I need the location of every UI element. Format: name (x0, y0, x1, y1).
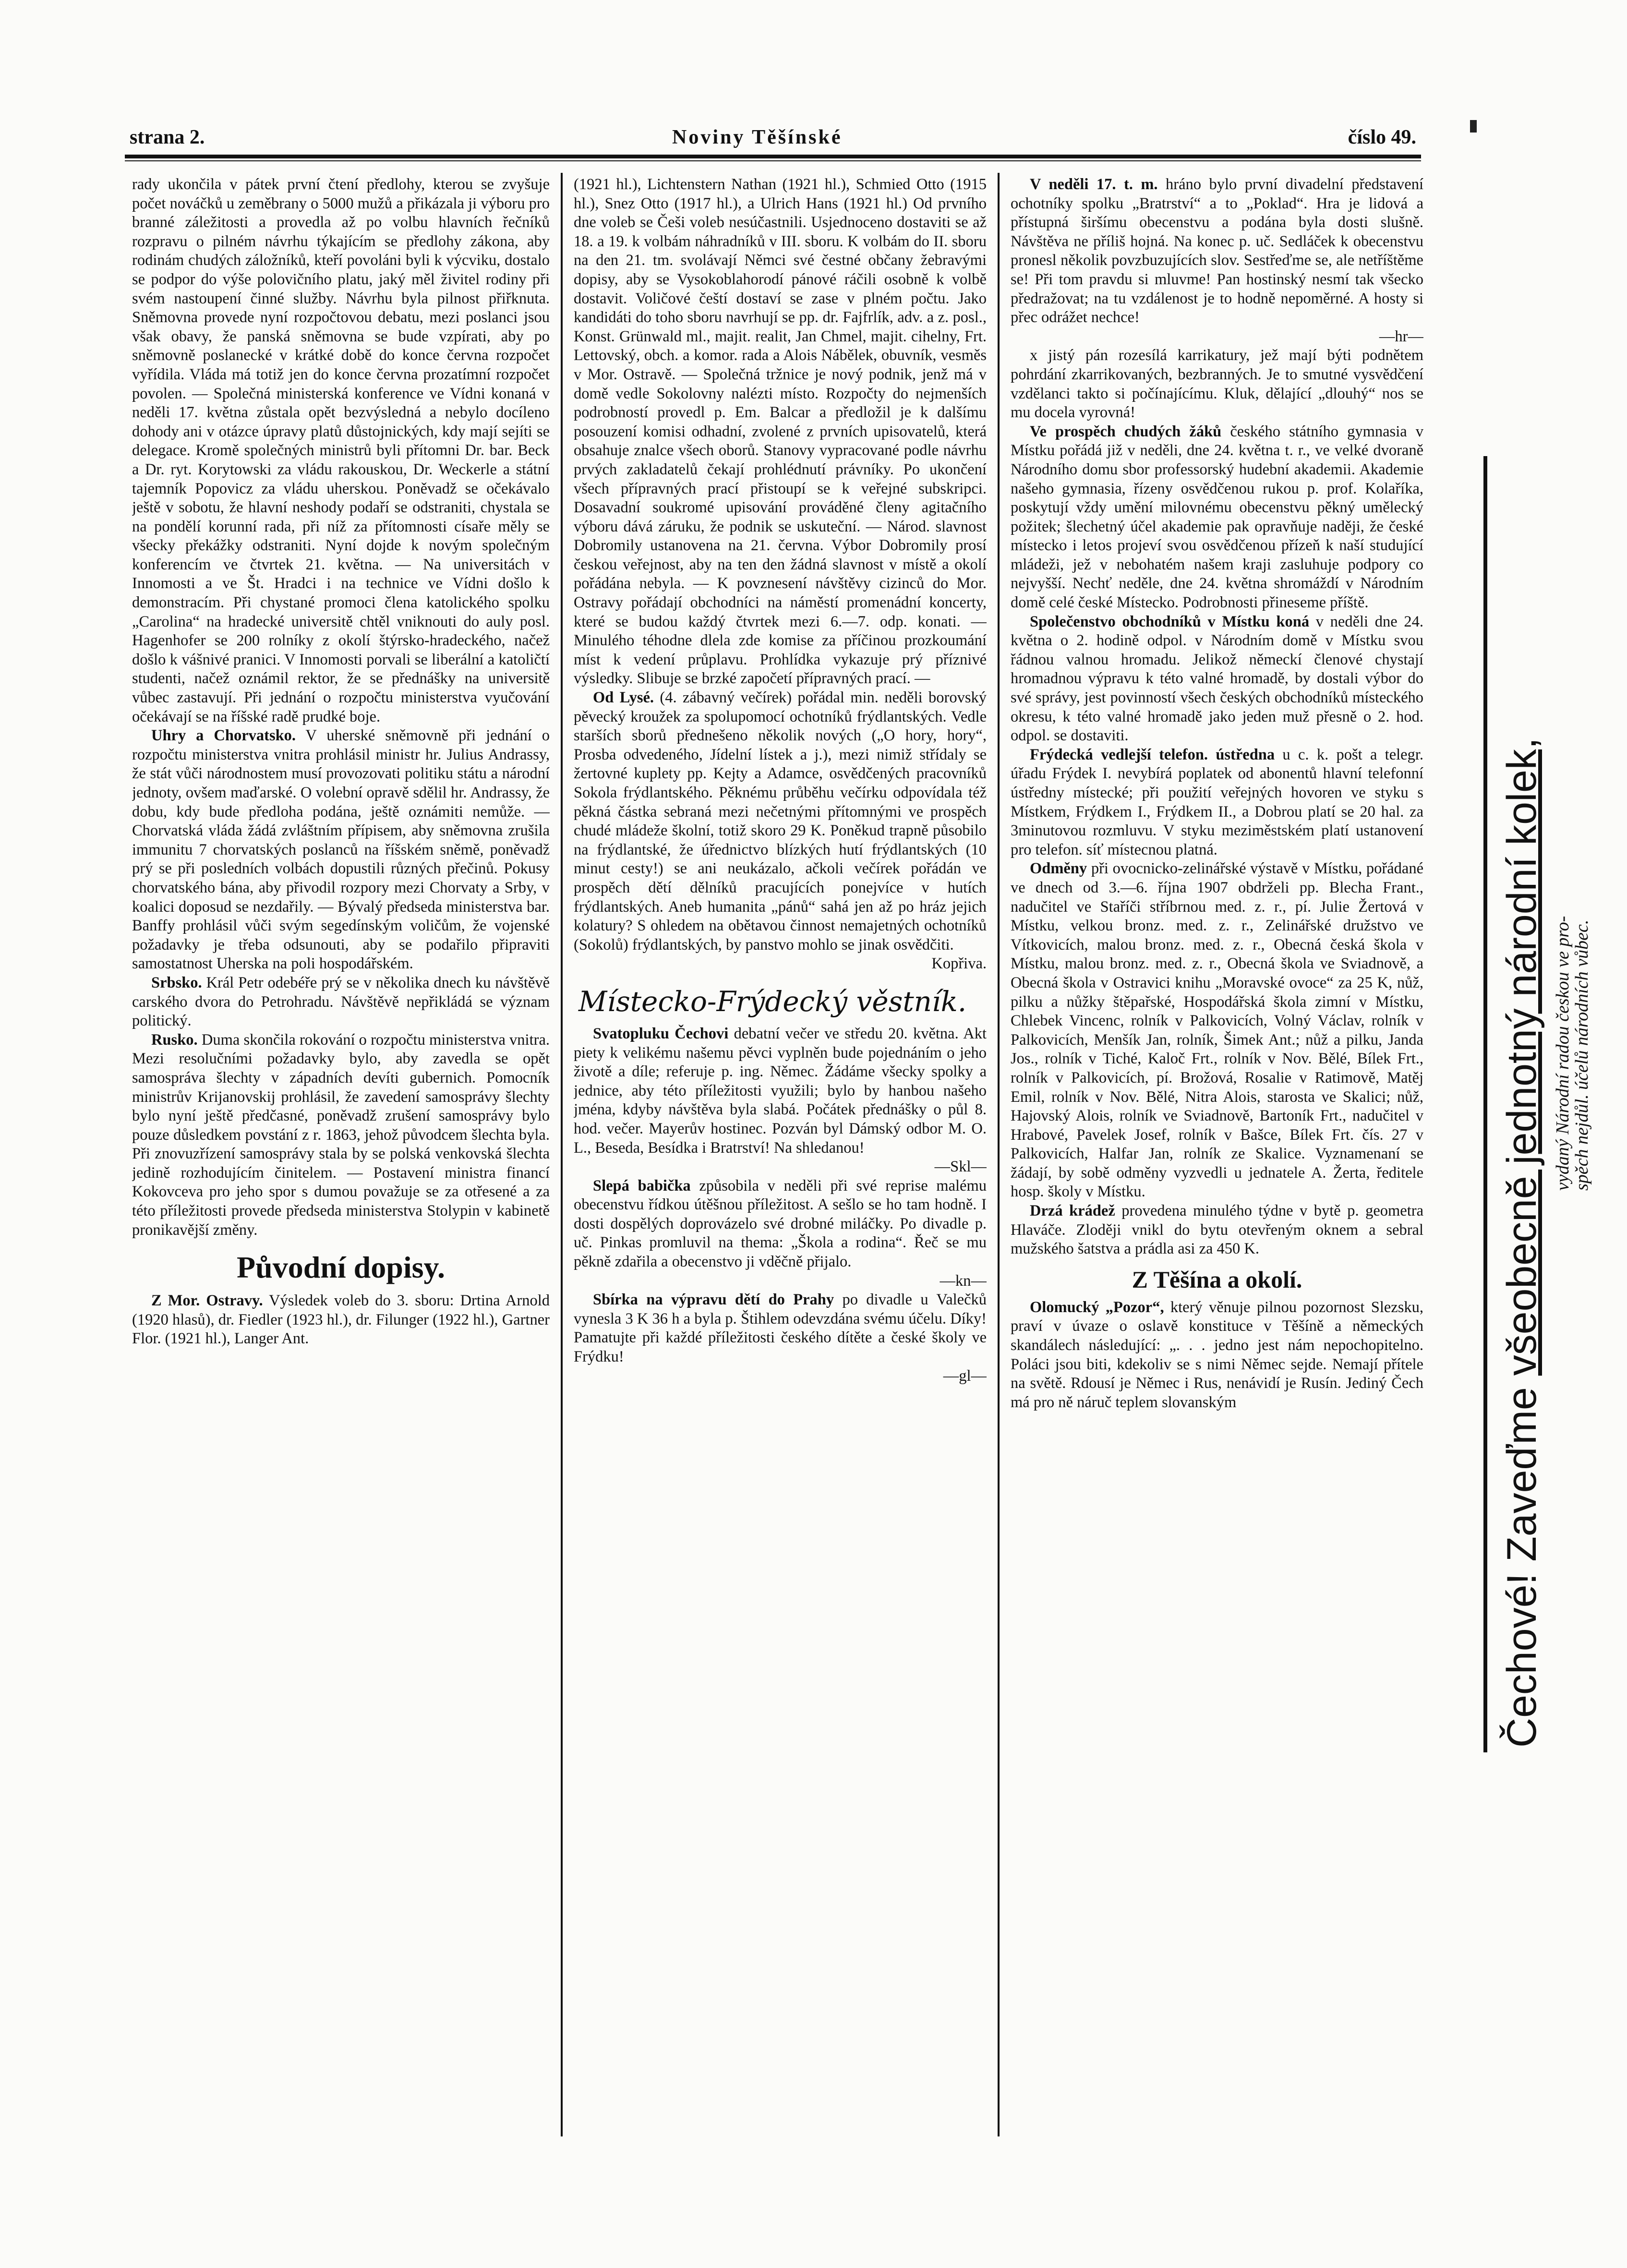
paragraph-lead: Slepá babička (593, 1177, 691, 1194)
article-paragraph (574, 688, 987, 954)
article-paragraph (1011, 859, 1423, 1202)
column-divider (561, 173, 563, 2136)
section-title: Původní dopisy. (237, 1250, 445, 1285)
page-number: strana 2. (130, 126, 205, 148)
article-paragraph (1011, 175, 1423, 327)
paragraph-lead: Odměny (1030, 860, 1087, 878)
paragraph-text: při ovocnicko-zelinářské výstavě v Místku, pořádané ve dnech od 3.—6. října 1907 obdrželi pp. Blecha Frant., nadučitel ve Staříči stříbrnou med. z. r., pí. Julie Žertová v Místku, velkou bronz. med. z. r., Zelinářské družstvo ve Vítkovicích, malou bronz. med. z. r., Obecná česká škola v Místku, malou bronz. med. z. r., Obecná škola ve Sviadnově, a Obecná škola v Ostravici knihu „Moravské ovoce“ za 25 K, nůž, pilku a nůžky štěpařské, Hospodářská škola zimní v Místku, Chlebek Vincenc, rolník v Palkovicích, Volný Václav, rolník v Palkovicích, Menšík Jan, rolník, Šimek Ant.; nůž a pilku, Janda Jos., rolník v Tiché, Kaloč Frt., rolník v Nov. Bělé, Bílek Frt., rolník v Palkovicích, pí. Brožová, Rosalie v Ratimově, Matěj Emil, rolník v Nov. Bělé, Nitra Alois, starosta ve Skalici; nůž, Hajovský Alois, rolník ve Sviadnově, Bartoník Frt., nadučitel v Hrabové, Pavelek Josef, rolník v Bašce, Bílek Frt. čís. 27 v Palkovicích, Halfar Jan, rolník ze Skalice. Vyznamenaní se žádají, by sobě odměny vyzvedli u jednatele A. Žerta, ředitele hosp. školy v Místku. (1011, 860, 1423, 1201)
paragraph-text: po divadle u Valečků vynesla 3 K 36 h a byla p. Štihlem odevzdána svému účelu. Díky! Pamatujte při každé příležitosti českého dítěte a české školy ve Frýdku! (574, 1291, 987, 1366)
paragraph-text: způsobila v neděli při své reprise malému obecenstvu řídkou útěšnou příležitost. A sešlo se ho tam hodně. I dosti dospělých doprovázelo své drobné miláčky. Po divadle p. uč. Pinkas promluvil na thema: „Škola a rodina“. Řeč se mu pěkně zdařila a obecenstvo ji vděčně přijalo. (574, 1177, 987, 1271)
paragraph-lead: Svatopluku Čechovi (593, 1025, 729, 1042)
paragraph-lead: V neděli 17. t. m. (1030, 176, 1158, 193)
paragraph-text: provedena minulého týdne v bytě p. geometra Hlaváče. Zloději vnikl do bytu otevřeným oknem a sebral mužského šatstva a prádla asi za 450 K. (1011, 1202, 1423, 1258)
paragraph-text: v neděli dne 24. května o 2. hodině odpol. v Národním domě v Místku svou řádnou valnou hromadu. Jelikož německí členové chystají hromadnou výpravu k této valné hromadě, by dostali výbor do své správy, jest povinností všech českých obchodníků místeckého okresu, k této valné hromadě jako jeden muž přesně o 2. hod. odpol. se dostaviti. (1011, 613, 1423, 745)
signature: —Skl— (934, 1158, 987, 1176)
header-rule-thin (125, 160, 1421, 161)
paragraph-text: debatní večer ve středu 20. května. Akt piety k velikému našemu pěvci vyplněn bude pojednáním o jeho životě a díle; referuje p. ing. Němec. Žádáme všecky spolky a jednice, aby této příležitosti využili; bylo by hanbou našeho jména, kdyby návštěva byla slabá. Počátek přednášky o půl 8. hod. večer. Mayerův hostinec. Pozván byl Dámský odbor M. O. L., Beseda, Besídka i Bratrství! Na shledanou! (574, 1025, 987, 1157)
advert-text: Čechové! Zaveďme (1499, 1375, 1545, 1748)
advert-subline: vydaný Národní radou českou ve pro- (1553, 916, 1573, 1191)
paragraph-text: u c. k. pošt a telegr. úřadu Frýdek I. nevybírá poplatek od abonentů hlavní telefonní ústředny místecké; při použití veřejných hovoren ve styku s Místkem, Frýdkem I., Frýdkem II., a Dobrou platí se 20 hal. za 3minutovou rozmluvu. V styku meziměstském platí ustanovení pro telefon. síť místecnou platná. (1011, 746, 1423, 858)
article-paragraph (132, 1291, 550, 1349)
paragraph-lead: Od Lysé. (593, 689, 654, 707)
article-paragraph (132, 974, 550, 1031)
paragraph-lead: Společenstvo obchodníků v Místku koná (1030, 613, 1310, 630)
advert-subline: spěch nejdůl. účelů národních vůbec. (1572, 919, 1592, 1191)
signature: Kopřiva. (931, 955, 987, 973)
signature: —hr— (1379, 327, 1423, 345)
signature: —gl— (943, 1367, 987, 1385)
article-paragraph (132, 726, 550, 974)
column-3 (1011, 175, 1423, 2134)
article-paragraph: rady ukončila v pátek první čtení předlohy, kterou se zvyšuje počet nováčků u zeměbrany o 5000 mužů a přikázala ji výboru pro branné záležitosti a provedla až po volbu hlavních řečníků rozpravu o pilném návrhu týkajícím se předlohy zákona, aby rodinám chudých záložníků, kteří povoláni byli k výcviku, dostalo se podpor do výše polovičního platu, jaký měl živitel rodiny při svém nastoupení činné služby. Návrhu byla pilnost přiřknuta. Sněmovna provede nyní rozpočtovou debatu, mezi poslanci jsou však obavy, že panská sněmovna se bude vzpírati, aby po sněmovně poslanecké v krátké době do konce června rozpočet vyřídila. Vláda má totiž jen do konce června prozatímní rozpočet povolen. — Společná ministerská konference ve Vídni konaná v neděli 17. května zůstala opět bezvýsledná a nebylo docíleno dohody ani v otázce úpravy platů důstojnických, kdy mají sejíti se delegace. Kromě společných ministrů byli přítomni Dr. bar. Beck a Dr. ryt. Korytowski za vládu rakouskou, Dr. Weckerle a státní tajemník Popovicz za vládu uherskou. Poněvadž se očekávalo ještě v sobotu, že hlavní neshody podaří se odstraniti, chystala se na pondělí korunní rada, při níž za přítomnosti císaře měly se všecky překážky odstraniti. Nyní dojde k novým společným konferencím ve čtvrtek 21. května. — Na universitách v Innomosti a ve Št. Hradci i na technice ve Vídni došlo k demonstracím. Při chystané promoci člena katolického spolku „Carolina“ na hradecké universitě chtěl vniknouti do auly posl. Hagenhofer se 200 rolníky z okolí štýrsko-hradeckého, načež došlo k vášnivé pranici. V Innomosti porvali se liberální a katoličtí studenti, načež oznámil rektor, že se přednášky na universitě vůbec zastavují. Při jednání o rozpočtu ministerstva vyučování očekávají se na říšské radě prudké boje. (132, 176, 550, 725)
paragraph-text: hráno bylo první divadelní představení ochotníky spolku „Bratrství“ a to „Poklad“. Hra je lidová a přístupná širšímu obecenstvu a podána byla dosti slušně. Návštěva ne příliš hojná. Na konec p. uč. Sedláček k obecenstvu pronesl několik povzbuzujících slov. Sestřeďme se, ale netříštěme se! Při tom pravdu si mluvme! Pan hostinský nesmí tak všecko předražovat; na tu vzdálenost je to hodně nepoměrné. A hosty si přec odrážet nechce! (1011, 176, 1423, 326)
paragraph-text: Duma skončila rokování o rozpočtu ministerstva vnitra. Mezi resolučními požadavky bylo, aby zavedla se opět samospráva šlechty v západních devíti gubernich. Pomocník ministrův Krijanovskij prohlásil, že zavedení samosprávy šlechty bylo nyní ještě předčasné, poněvadž zrušení samosprávy bylo pouze důsledkem povstání z r. 1863, jehož původcem šlechta byla. Při znovuzřízení samosprávy stala by se polská venkovská šlechta jedině rozhodujícím činitelem. — Postavení ministra financí Kokovceva pro jeho spor s dumou považuje se za otřesené a za této příležitosti provede předseda ministerstva Stolypin v kabinetě pronikavější změny. (132, 1031, 550, 1239)
article-paragraph (132, 1031, 550, 1240)
paragraph-lead: Drzá krádež (1030, 1202, 1115, 1220)
page-header (130, 121, 1416, 155)
column-1 (132, 175, 550, 2134)
header-rule (125, 155, 1421, 158)
article-paragraph: (1921 hl.), Lichtenstern Nathan (1921 hl.), Schmied Otto (1915 hl.), Snez Otto (1917 hl.), a Ulrich Hans (1921 hl.) Od prvního dne voleb se Češi voleb nesúčastnili. Usjednoceno dostaviti se až 18. a 19. k volbám náhradníků v III. sboru. K volbám do II. sboru na den 21. tm. svolávají Němci své čestné občany žebravými dopisy, aby se Vysokoblahorodí pánové ráčili osobně k volbě dostavit. Voličové čeští dostaví se zase v plném počtu. Jako kandidáti do toho sboru navrhují se pp. dr. Fajfrlík, adv. a z. posl., Konst. Grünwald ml., majit. realit, Jan Chmel, majit. cihelny, Frt. Lettovský, obch. a komor. rada a Alois Nábělek, obuvník, vesměs v Mor. Ostravě. — Společná tržnice je nový podnik, jenž má v domě vedle Sokolovny nalézti místo. Rozpočty do nejmenších podrobností provedl p. Em. Balcar a předložil je k dalšímu posouzení komisi odhadní, zvolené z prvních upisovatelů, která obsahuje znalce všech oborů. Stanovy vypracované podle návrhu prvých zakladatelů čekají prohlédnutí právníky. Po ukončení všech přípravných prací přistoupí se k veřejné subskripci. Dosavadní soukromé upisování prováděné členy agitačního výboru dává záruku, že podnik se uskuteční. — Národ. slavnost Dobromily ustanovena na 21. června. Výbor Dobromily prosí českou veřejnost, aby na ten den žádná slavnost v místě a okolí pořádána nebyla. — K povznesení návštěvy cizinců do Mor. Ostravy pořádají obchodníci na náměstí promenádní koncerty, které se budou každý čtvrtek mezi 6.—7. odp. konati. — Minulého téhodne dlela zde komise za příčinou prozkoumání míst k vedení průplavu. Prohlídka vykazuje prý příznivé výsledky. Slibuje se brzké započetí přípravných prací. — (574, 176, 987, 688)
article-paragraph (1011, 422, 1423, 613)
article-paragraph (574, 1177, 987, 1272)
ad-border-rule (1483, 456, 1487, 1752)
article-paragraph: x jistý pán rozesílá karrikatury, jež mají býti podnětem pohrdání zkarrikovaných, bezbranných. Je to smutné vysvědčení vzdělanci takto si počínajícímu. Kluk, dělající „dlouhý“ nos se mu docela vyrovná! (1011, 347, 1423, 422)
column-divider (998, 173, 1000, 2136)
paragraph-lead: Rusko. (151, 1031, 198, 1049)
paragraph-text: který věnuje pilnou pozornost Slezsku, praví v úvaze o oslavě konstituce v Těšíně a německých skandálech následující: „. . . jedno jest nám nepochopitelno. Poláci jsou biti, kdekoliv se s nimi Němec sejde. Nemají přítele na světě. Rdousí je Němec i Rus, nenávidí je Rusín. Jediný Čech má pro ně náruč teplem slovanským (1011, 1298, 1423, 1411)
article-paragraph (1011, 746, 1423, 860)
paragraph-text: Král Petr odebéře prý se v několika dnech ku návštěvě carského dvora do Petrohradu. Návštěvě nepřikládá se význam politický. (132, 974, 550, 1030)
section-title: Z Těšína a okolí. (1132, 1266, 1302, 1293)
issue-number: číslo 49. (1348, 126, 1416, 148)
vertical-advert (1498, 451, 1546, 1748)
article-paragraph (574, 1291, 987, 1366)
section-title: Místecko-Frýdecký věstník. (578, 985, 967, 1018)
column-2 (574, 175, 987, 2134)
paragraph-lead: Uhry a Chorvatsko. (151, 727, 296, 745)
article-paragraph (1011, 1202, 1423, 1259)
signature: —kn— (940, 1272, 987, 1290)
article-paragraph (1011, 613, 1423, 746)
advert-text-underlined: všeobecně jednotný národní kolek, (1499, 737, 1545, 1376)
paragraph-lead: Olomucký „Pozor“, (1030, 1298, 1164, 1316)
paragraph-text: V uherské sněmovně při jednání o rozpočtu ministerstva vnitra prohlásil ministr hr. Julius Andrassy, že stát vůči národnostem musí provozovati politiku státu a národní jednoty, ovšem maďarské. O volební opravě sdělil hr. Andrassy, že dobu, kdy bude předloha podána, ještě oznámiti nemůže. — Chorvatská vláda žádá zvláštním přípisem, aby sněmovna zrušila immunitu 7 chorvatských poslanců na říšském sněmě, poněvadž prý se při posledních volbách dopustili různých přečinů. Pokusy chorvatského bána, aby přivodil rozpory mezi Chorvaty a Srby, v koalici doposud se nezdařily. — Bývalý předseda ministerstva bar. Banffy prohlásil vůči svým segedínským voličům, že vojenské požadavky je třeba odsunouti, aby se podařilo připraviti samostatnost Uherska na poli hospodářském. (132, 727, 550, 973)
paragraph-lead: Z Mor. Ostravy. (151, 1292, 263, 1310)
paragraph-text: Výsledek voleb do 3. sboru: Drtina Arnold (1920 hlasů), dr. Fiedler (1923 hl.), dr. Filunger (1922 hl.), Gartner Flor. (1921 hl.), Langer Ant. (132, 1292, 550, 1348)
paragraph-lead: Srbsko. (151, 974, 202, 991)
paragraph-lead: Sbírka na výpravu dětí do Prahy (593, 1291, 834, 1309)
newspaper-title: Noviny Těšínské (672, 126, 843, 148)
paragraph-lead: Ve prospěch chudých žáků (1030, 422, 1222, 440)
paragraph-text: českého státního gymnasia v Místku pořádá již v neděli, dne 24. května t. r., ve velké dvoraně Národního domu sbor professorský hudební akademii. Akademie našeho gymnasia, řízeny osvědčenou rukou p. prof. Kolaříka, poskytují vždy umění milovnému obecenstvu pěkný umělecký požitek; šlechetný účel akademie pak opravňuje naději, že české místecko i letos projeví svou osvědčenou přízeň k naší studující mládeži, jež v nebohatém našem kraji zasluhuje podpory co nejvyšší. Nechť neděle, dne 24. května shromáždí v Národním domě celé české Místecko. Podrobnosti přineseme příště. (1011, 422, 1423, 612)
paragraph-text: (4. zábavný večírek) pořádal min. neděli borovský pěvecký kroužek za spolupomocí ochotníků frýdlantských. Vedle starších sborů přednešeno několik nových („O hory, hory“, Prosba odvedeného, Jídelní lístek a j.), mezi nimiž střídaly se žertovné kuplety pp. Kejty a Adamce, osvědčených pracovníků Sokola frýdlantského. Pěknému průběhu večírku odpovídala též pěkná částka sebraná mezi nečetnými přítomnými ve prospěch chudé mládeže školní, totiž skoro 29 K. Poněkud trapně působilo na frýdlantské, že úřednictvo blízkých hutí frýdlantských (10 minut cesty!) se ani neukázalo, ačkoli večírek pořádán ve prospěch dětí dělníků pracujících ponejvíce v hutích frýdlantských. Aneb humanita „pánů“ sahá jen až po hráz jejich kolatury? S ohledem na obětavou činnost nemajetných ochotníků (Sokolů) frýdlantských, by panstvo mohlo se jinak osvědčiti. (574, 689, 987, 953)
paragraph-lead: Frýdecká vedlejší telefon. ústředna (1030, 746, 1275, 763)
article-paragraph (1011, 1298, 1423, 1412)
corner-mark (1470, 120, 1477, 133)
article-paragraph (574, 1025, 987, 1158)
